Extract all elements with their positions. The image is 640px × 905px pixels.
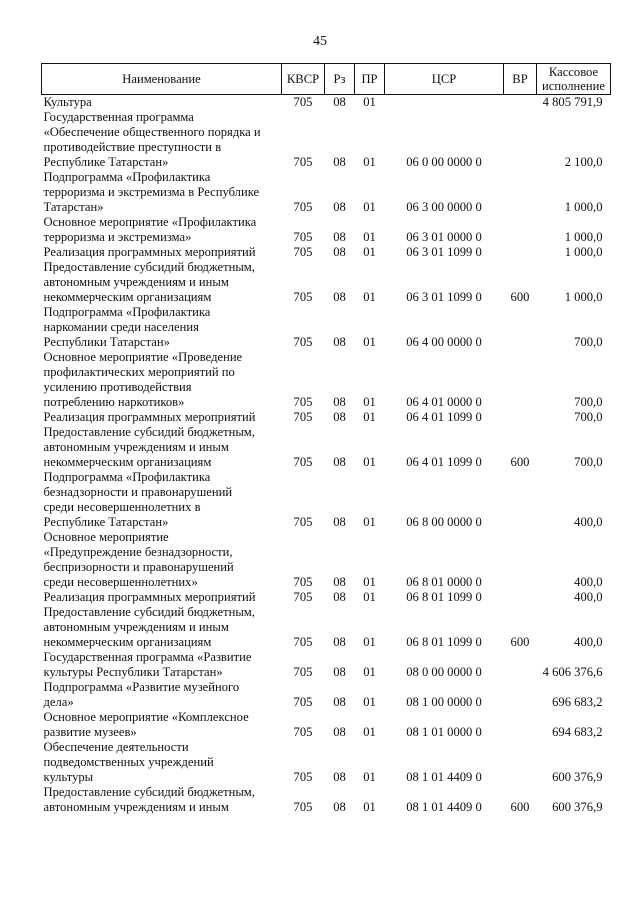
row-rz-cell: 08 — [333, 290, 346, 304]
row-csr-cell: 06 3 01 0000 0 — [406, 230, 482, 244]
row-csr-cell: 06 4 01 1099 0 — [406, 455, 482, 469]
row-name-line: развитие музеев» — [43, 725, 137, 739]
row-kvsr-cell: 705 — [293, 335, 313, 349]
row-pr-cell: 01 — [363, 245, 376, 259]
row-csr-cell: 06 8 01 0000 0 — [406, 575, 482, 589]
row-name-line: Основное мероприятие «Профилактика — [43, 215, 257, 229]
row-csr-cell: 08 1 00 0000 0 — [406, 695, 482, 709]
row-kvsr-cell: 705 — [293, 410, 313, 424]
header-csr: ЦСР — [385, 64, 504, 95]
row-vr-cell — [504, 470, 537, 530]
row-kvsr-cell: 705 — [293, 725, 313, 739]
row-csr-cell: 06 8 01 1099 0 — [406, 590, 482, 604]
header-amount: Кассовое исполнение — [537, 64, 611, 95]
row-rz-cell: 08 — [333, 155, 346, 169]
page-number: 45 — [313, 34, 327, 49]
row-pr-cell: 01 — [363, 770, 376, 784]
row-name-line: Предоставление субсидий бюджетным, — [43, 425, 255, 439]
table-row — [42, 410, 611, 425]
row-name-cell — [42, 785, 282, 815]
row-rz-cell: 08 — [333, 665, 346, 679]
row-rz-cell: 08 — [333, 695, 346, 709]
row-kvsr-cell: 705 — [293, 95, 313, 109]
row-csr-cell: 06 4 01 0000 0 — [406, 395, 482, 409]
row-amount-cell: 700,0 — [574, 395, 603, 409]
row-name-line: Культура — [43, 95, 92, 109]
row-rz-cell: 08 — [333, 335, 346, 349]
row-name-line: Реализация программных мероприятий — [43, 410, 256, 424]
row-name-line: Подпрограмма «Профилактика — [43, 470, 211, 484]
row-amount-cell: 700,0 — [574, 410, 603, 424]
row-name-line: терроризма и экстремизма в Республике — [43, 185, 260, 199]
row-amount-cell: 400,0 — [574, 590, 603, 604]
row-name-line: культуры — [43, 770, 94, 784]
row-name-line: беспризорности и правонарушений — [43, 560, 234, 574]
row-rz-cell: 08 — [333, 635, 346, 649]
row-rz-cell: 08 — [333, 590, 346, 604]
row-vr-cell — [504, 710, 537, 740]
row-rz-cell: 08 — [333, 200, 346, 214]
row-pr-cell: 01 — [363, 155, 376, 169]
row-name-line: автономным учреждениям и иным — [43, 275, 229, 289]
row-name-line: Государственная программа «Развитие — [43, 650, 252, 664]
row-name-cell — [42, 710, 282, 740]
row-name-line: противодействие преступности в — [43, 140, 222, 154]
row-name-line: Предоставление субсидий бюджетным, — [43, 785, 255, 799]
row-name-line: усилению противодействия — [43, 380, 192, 394]
row-amount-cell: 1 000,0 — [564, 245, 603, 259]
row-rz-cell: 08 — [333, 95, 346, 109]
row-rz-cell: 08 — [333, 770, 346, 784]
row-kvsr-cell: 705 — [293, 245, 313, 259]
row-name-line: Реализация программных мероприятий — [43, 590, 256, 604]
row-amount-cell: 700,0 — [574, 455, 603, 469]
row-name-line: некоммерческим организациям — [43, 290, 212, 304]
row-pr-cell: 01 — [363, 635, 376, 649]
row-name-line: некоммерческим организациям — [43, 635, 212, 649]
table-row — [42, 245, 611, 260]
row-pr-cell: 01 — [363, 695, 376, 709]
row-name-line: Республике Татарстан» — [43, 155, 169, 169]
row-name-line: Подпрограмма «Профилактика — [43, 305, 211, 319]
row-rz-cell: 08 — [333, 245, 346, 259]
table-row — [42, 590, 611, 605]
row-kvsr-cell: 705 — [293, 515, 313, 529]
row-rz-cell: 08 — [333, 575, 346, 589]
row-vr-cell — [504, 410, 537, 425]
row-kvsr-cell: 705 — [293, 200, 313, 214]
row-csr-cell: 06 4 00 0000 0 — [406, 335, 482, 349]
row-amount-cell: 700,0 — [574, 335, 603, 349]
row-vr-cell — [504, 245, 537, 260]
row-kvsr-cell: 705 — [293, 230, 313, 244]
row-pr-cell: 01 — [363, 455, 376, 469]
row-kvsr-cell: 705 — [293, 800, 313, 814]
row-pr-cell: 01 — [363, 95, 376, 109]
row-amount-cell: 696 683,2 — [552, 695, 603, 709]
row-kvsr-cell: 705 — [293, 665, 313, 679]
row-name-line: безнадзорности и правонарушений — [43, 485, 233, 499]
row-name-line: Основное мероприятие — [43, 530, 169, 544]
row-name-line: Республики Татарстан» — [43, 335, 170, 349]
row-vr-cell — [504, 590, 537, 605]
row-name-line: Подпрограмма «Профилактика — [43, 170, 211, 184]
row-kvsr-cell: 705 — [293, 590, 313, 604]
row-csr-cell: 08 1 01 4409 0 — [406, 770, 482, 784]
table-row — [42, 110, 611, 170]
row-pr-cell: 01 — [363, 515, 376, 529]
row-name-cell — [42, 740, 282, 785]
row-name-cell — [42, 350, 282, 410]
header-kvsr: КВСР — [282, 64, 325, 95]
row-csr-cell: 06 0 00 0000 0 — [406, 155, 482, 169]
row-kvsr-cell: 705 — [293, 695, 313, 709]
row-amount-cell: 400,0 — [574, 515, 603, 529]
row-vr-cell — [504, 680, 537, 710]
row-name-cell — [42, 650, 282, 680]
row-name-cell — [42, 425, 282, 470]
row-name-cell — [42, 680, 282, 710]
row-vr-cell — [504, 215, 537, 245]
table-row — [42, 710, 611, 740]
row-csr-cell: 08 1 01 0000 0 — [406, 725, 482, 739]
table-body — [42, 95, 611, 816]
row-kvsr-cell: 705 — [293, 575, 313, 589]
row-vr-cell: 600 — [510, 800, 530, 814]
row-kvsr-cell: 705 — [293, 770, 313, 784]
row-pr-cell: 01 — [363, 800, 376, 814]
header-pr: ПР — [355, 64, 385, 95]
row-rz-cell: 08 — [333, 230, 346, 244]
row-kvsr-cell: 705 — [293, 635, 313, 649]
row-csr-cell: 06 8 01 1099 0 — [406, 635, 482, 649]
row-amount-cell: 1 000,0 — [564, 200, 603, 214]
row-pr-cell: 01 — [363, 725, 376, 739]
row-name-cell — [42, 260, 282, 305]
row-name-line: автономным учреждениям и иным — [43, 800, 229, 814]
row-name-line: Обеспечение деятельности — [43, 740, 189, 754]
row-name-line: некоммерческим организациям — [43, 455, 212, 469]
row-name-line: Реализация программных мероприятий — [43, 245, 256, 259]
row-name-line: «Обеспечение общественного порядка и — [43, 125, 261, 139]
row-vr-cell — [504, 650, 537, 680]
row-name-line: дела» — [43, 695, 74, 709]
row-name-cell — [42, 215, 282, 245]
row-vr-cell — [504, 740, 537, 785]
row-vr-cell: 600 — [510, 290, 530, 304]
row-csr-cell: 08 1 01 4409 0 — [406, 800, 482, 814]
row-amount-cell: 4 606 376,6 — [542, 665, 603, 679]
row-csr-cell — [385, 95, 504, 111]
row-amount-cell: 1 000,0 — [564, 290, 603, 304]
row-rz-cell: 08 — [333, 515, 346, 529]
table-row — [42, 215, 611, 245]
row-amount-cell: 2 100,0 — [564, 155, 603, 169]
row-csr-cell: 06 3 01 1099 0 — [406, 245, 482, 259]
row-pr-cell: 01 — [363, 200, 376, 214]
row-vr-cell — [504, 95, 537, 111]
row-vr-cell: 600 — [510, 455, 530, 469]
row-vr-cell — [504, 305, 537, 350]
row-name-line: среди несовершеннолетних» — [43, 575, 198, 589]
table-row — [42, 170, 611, 215]
row-name-cell — [42, 110, 282, 170]
table-row — [42, 425, 611, 470]
row-name-line: среди несовершеннолетних в — [43, 500, 201, 514]
table-row — [42, 605, 611, 650]
row-pr-cell: 01 — [363, 395, 376, 409]
row-name-line: Государственная программа — [43, 110, 194, 124]
row-csr-cell: 06 3 00 0000 0 — [406, 200, 482, 214]
row-name-line: Республике Татарстан» — [43, 515, 169, 529]
row-vr-cell — [504, 530, 537, 590]
row-name-cell — [42, 410, 282, 425]
row-pr-cell: 01 — [363, 335, 376, 349]
row-name-line: терроризма и экстремизма» — [43, 230, 192, 244]
row-kvsr-cell: 705 — [293, 155, 313, 169]
row-vr-cell: 600 — [510, 635, 530, 649]
row-name-line: «Предупреждение безнадзорности, — [43, 545, 233, 559]
table-header — [42, 64, 611, 95]
row-vr-cell — [504, 170, 537, 215]
row-csr-cell: 06 4 01 1099 0 — [406, 410, 482, 424]
table-row — [42, 740, 611, 785]
row-kvsr-cell: 705 — [293, 455, 313, 469]
table-row — [42, 785, 611, 815]
table-row — [42, 650, 611, 680]
row-name-cell — [42, 530, 282, 590]
row-name-cell — [42, 95, 282, 111]
row-rz-cell: 08 — [333, 455, 346, 469]
row-amount-cell: 400,0 — [574, 575, 603, 589]
row-amount-cell: 4 805 791,9 — [542, 95, 603, 109]
row-name-line: автономным учреждениям и иным — [43, 440, 229, 454]
row-name-cell — [42, 605, 282, 650]
row-name-line: потреблению наркотиков» — [43, 395, 185, 409]
row-name-line: Подпрограмма «Развитие музейного — [43, 680, 240, 694]
row-name-line: культуры Республики Татарстан» — [43, 665, 223, 679]
row-name-cell — [42, 245, 282, 260]
table-row — [42, 305, 611, 350]
row-name-cell — [42, 305, 282, 350]
row-amount-cell: 600 376,9 — [552, 800, 603, 814]
table-row — [42, 350, 611, 410]
row-amount-cell: 600 376,9 — [552, 770, 603, 784]
row-name-line: Предоставление субсидий бюджетным, — [43, 260, 255, 274]
row-name-line: автономным учреждениям и иным — [43, 620, 229, 634]
row-name-line: профилактических мероприятий по — [43, 365, 235, 379]
row-vr-cell — [504, 350, 537, 410]
table-row — [42, 680, 611, 710]
header-vr: ВР — [504, 64, 537, 95]
table-row — [42, 260, 611, 305]
row-pr-cell: 01 — [363, 290, 376, 304]
row-pr-cell: 01 — [363, 230, 376, 244]
row-pr-cell: 01 — [363, 410, 376, 424]
row-name-line: Татарстан» — [43, 200, 104, 214]
row-pr-cell: 01 — [363, 575, 376, 589]
row-csr-cell: 06 8 00 0000 0 — [406, 515, 482, 529]
row-amount-cell: 1 000,0 — [564, 230, 603, 244]
budget-table — [41, 63, 611, 815]
row-rz-cell: 08 — [333, 800, 346, 814]
header-name: Наименование — [42, 64, 282, 95]
table-row — [42, 530, 611, 590]
row-name-line: Основное мероприятие «Комплексное — [43, 710, 249, 724]
row-rz-cell: 08 — [333, 395, 346, 409]
row-name-line: подведомственных учреждений — [43, 755, 214, 769]
row-kvsr-cell: 705 — [293, 290, 313, 304]
row-name-line: наркомании среди населения — [43, 320, 199, 334]
row-pr-cell: 01 — [363, 665, 376, 679]
row-csr-cell: 06 3 01 1099 0 — [406, 290, 482, 304]
row-amount-cell: 400,0 — [574, 635, 603, 649]
row-rz-cell: 08 — [333, 725, 346, 739]
row-vr-cell — [504, 110, 537, 170]
row-name-cell — [42, 590, 282, 605]
row-amount-cell: 694 683,2 — [552, 725, 603, 739]
table-row — [42, 470, 611, 530]
row-pr-cell: 01 — [363, 590, 376, 604]
table-row — [42, 95, 611, 111]
row-csr-cell: 08 0 00 0000 0 — [406, 665, 482, 679]
row-name-cell — [42, 470, 282, 530]
row-name-line: Основное мероприятие «Проведение — [43, 350, 243, 364]
row-name-line: Предоставление субсидий бюджетным, — [43, 605, 255, 619]
row-rz-cell: 08 — [333, 410, 346, 424]
header-rz: Рз — [325, 64, 355, 95]
row-name-cell — [42, 170, 282, 215]
row-kvsr-cell: 705 — [293, 395, 313, 409]
